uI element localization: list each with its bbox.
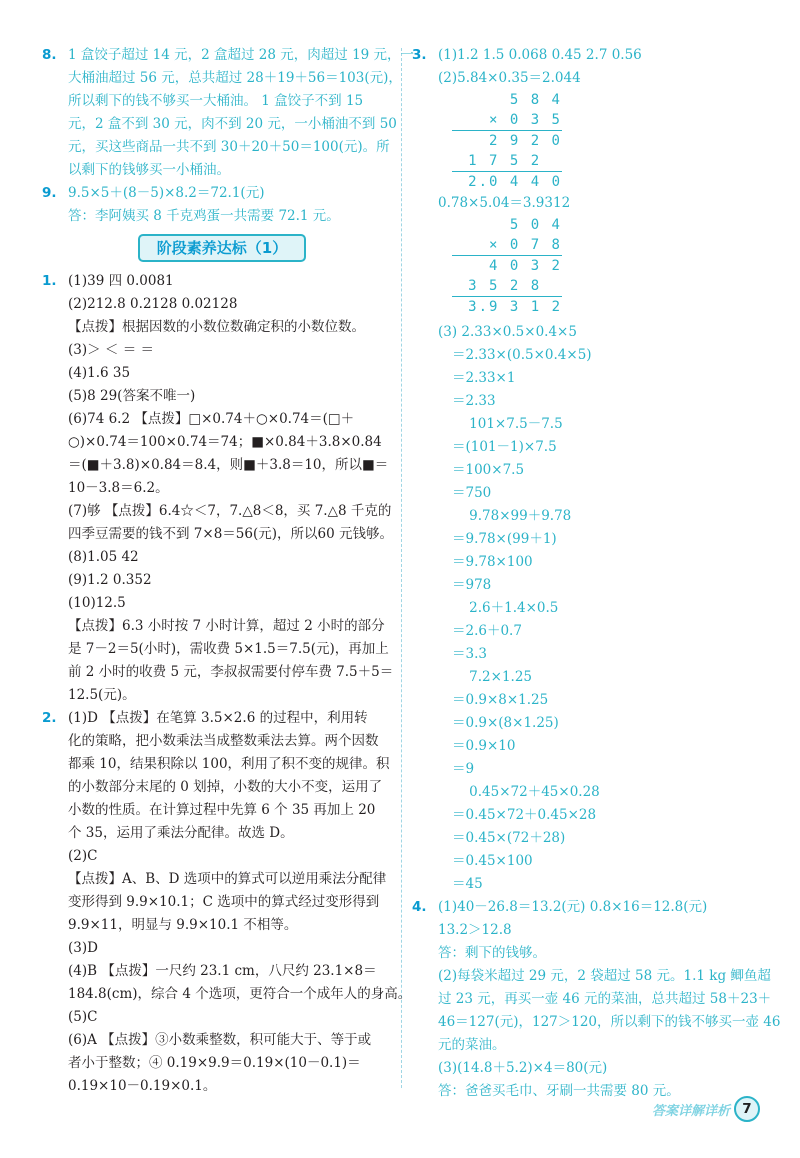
vm-row: 5 8 4 bbox=[509, 92, 562, 108]
answer-line: 答：剩下的钱够。 bbox=[438, 945, 546, 961]
answer-line: 0.78×5.04＝3.9312 bbox=[438, 195, 571, 211]
question-number: 9. bbox=[42, 185, 57, 201]
answer-line: (3)＞ ＜ ＝ ＝ bbox=[68, 342, 154, 358]
answer-line: 1 盒饺子超过 14 元，2 盒超过 28 元，肉超过 19 元，一 bbox=[68, 47, 415, 63]
answer-line: 过 23 元，再买一壶 46 元的菜油，总共超过 58＋23＋ bbox=[438, 991, 772, 1007]
answer-line: (5)C bbox=[68, 1009, 98, 1025]
calc-step: 7.2×1.25 bbox=[452, 669, 533, 685]
section-banner: 阶段素养达标（1） bbox=[138, 234, 306, 262]
answer-line: 13.2＞12.8 bbox=[438, 922, 512, 938]
question-9 bbox=[42, 182, 394, 228]
page-number: 7 bbox=[734, 1096, 760, 1122]
hint-line: 变形得到 9.9×10.1；C 选项中的算式经过变形得到 bbox=[68, 894, 380, 910]
column-divider bbox=[401, 48, 402, 1088]
section-4 bbox=[412, 896, 781, 1103]
vm-row: 1 7 5 2 bbox=[468, 153, 562, 169]
calc-step: ＝0.9×10 bbox=[452, 738, 516, 754]
calc-step: ＝0.9×8×1.25 bbox=[452, 692, 549, 708]
hint-line: 【点拨】根据因数的小数位数确定积的小数位数。 bbox=[68, 319, 365, 335]
calc-step: 9.78×99＋9.78 bbox=[452, 508, 572, 524]
page-footer bbox=[652, 1096, 760, 1122]
question-number: 8. bbox=[42, 47, 57, 63]
calc-step: ＝2.33×1 bbox=[452, 370, 516, 386]
hint-line: 都乘 10，结果积除以 100，利用了积不变的规律。积 bbox=[68, 756, 390, 772]
hint-line: 【点拨】6.3 小时按 7 小时计算，超过 2 小时的部分 bbox=[68, 618, 385, 634]
answer-line: 元，2 盒不到 30 元，肉不到 20 元，一小桶油不到 50 bbox=[68, 116, 397, 132]
answer-line: (2)5.84×0.35＝2.044 bbox=[438, 70, 581, 86]
vertical-multiplication-2 bbox=[452, 215, 562, 317]
hint-line: 【点拨】A、B、D 选项中的算式可以逆用乘法分配律 bbox=[68, 871, 387, 887]
answer-line: 答：爸爸买毛巾、牙刷一共需要 80 元。 bbox=[438, 1083, 680, 1099]
hint-line: 个 35，运用了乘法分配律。故选 D。 bbox=[68, 825, 294, 841]
vertical-multiplication-1 bbox=[452, 90, 562, 192]
answer-line: (4)1.6 35 bbox=[68, 365, 131, 381]
answer-line: 所以剩下的钱不够买一大桶油。 1 盒饺子不到 15 bbox=[68, 93, 364, 109]
question-number: 4. bbox=[412, 899, 427, 915]
calc-step: ＝978 bbox=[452, 577, 492, 593]
question-8 bbox=[42, 44, 415, 182]
answer-line: 元，买这些商品一共不到 30＋20＋50＝100(元)。所 bbox=[68, 139, 390, 155]
left-column bbox=[42, 44, 415, 1098]
answer-line: 元的菜油。 bbox=[438, 1037, 506, 1053]
answer-line: (1)40－26.8＝13.2(元) 0.8×16＝12.8(元) bbox=[438, 899, 708, 915]
answer-line: (6)74 6.2 【点拨】□×0.74＋○×0.74＝(□＋ bbox=[68, 411, 355, 427]
section-1 bbox=[42, 270, 394, 707]
answer-line: (4)B 【点拨】一尺约 23.1 cm，八尺约 23.1×8＝ bbox=[68, 963, 377, 979]
answer-line: 以剩下的钱够买一小桶油。 bbox=[68, 162, 230, 178]
answer-line: 46＝127(元)，127＞120，所以剩下的钱不够买一壶 46 bbox=[438, 1014, 781, 1030]
answer-line: 四季豆需要的钱不到 7×8＝56(元)，所以60 元钱够。 bbox=[68, 526, 393, 542]
answer-line: (10)12.5 bbox=[68, 595, 126, 611]
answer-line: 大桶油超过 56 元，总共超过 28＋19＋56＝103(元)， bbox=[68, 70, 402, 86]
calc-step: 0.45×72＋45×0.28 bbox=[452, 784, 600, 800]
calc-step: ＝(101－1)×7.5 bbox=[452, 439, 557, 455]
hint-line: 12.5(元)。 bbox=[68, 687, 136, 703]
hint-line: 184.8(cm)，综合 4 个选项，更符合一个成年人的身高。 bbox=[68, 986, 412, 1002]
calc-step: ＝9.78×(99＋1) bbox=[452, 531, 557, 547]
question-number: 1. bbox=[42, 273, 57, 289]
calc-step: ＝0.45×(72＋28) bbox=[452, 830, 566, 846]
calc-step: ＝100×7.5 bbox=[452, 462, 525, 478]
hint-line: 者小于整数；④ 0.19×9.9＝0.19×(10－0.1)＝ bbox=[68, 1055, 361, 1071]
calc-step: ＝45 bbox=[452, 876, 483, 892]
footer-label: 答案详解详析 bbox=[651, 1103, 730, 1119]
answer-line: 10－3.8＝6.2。 bbox=[68, 480, 169, 496]
hint-line: 是 7－2＝5(小时)，需收费 5×1.5＝7.5(元)，再加上 bbox=[68, 641, 389, 657]
answer-line: (7)够 【点拨】6.4☆＜7，7.△8＜8，买 7.△8 千克的 bbox=[68, 503, 392, 519]
calc-step: ＝0.45×100 bbox=[452, 853, 533, 869]
calc-step: ＝9 bbox=[452, 761, 475, 777]
calc-step: ＝2.6＋0.7 bbox=[452, 623, 522, 639]
vm-row: 2.0 4 4 0 bbox=[452, 171, 562, 192]
hint-line: 前 2 小时的收费 5 元，李叔叔需要付停车费 7.5＋5＝ bbox=[68, 664, 394, 680]
calc-step: ＝2.33 bbox=[452, 393, 496, 409]
answer-line: (2)C bbox=[68, 848, 98, 864]
answer-line: (2)每袋米超过 29 元，2 袋超过 58 元。1.1 kg 鲫鱼超 bbox=[438, 968, 771, 984]
answer-line: 9.5×5＋(8－5)×8.2＝72.1(元) bbox=[68, 185, 265, 201]
answer-line: ＝(■＋3.8)×0.84＝8.4，则■＋3.8＝10，所以■＝ bbox=[68, 457, 389, 473]
answer-line: (3)D bbox=[68, 940, 98, 956]
answer-line: (8)1.05 42 bbox=[68, 549, 139, 565]
calc-step: ＝0.45×72＋0.45×28 bbox=[452, 807, 597, 823]
calc-step: ＝3.3 bbox=[452, 646, 487, 662]
answer-line: 答：李阿姨买 8 千克鸡蛋一共需要 72.1 元。 bbox=[68, 208, 340, 224]
vm-row: 2 9 2 0 bbox=[452, 130, 562, 151]
calc-step: ＝9.78×100 bbox=[452, 554, 533, 570]
answer-line: (6)A 【点拨】③小数乘整数，积可能大于、等于或 bbox=[68, 1032, 372, 1048]
vm-row: 5 0 4 bbox=[509, 217, 562, 233]
calc-step: 101×7.5－7.5 bbox=[452, 416, 563, 432]
answer-line: ○)×0.74＝100×0.74＝74；■×0.84＋3.8×0.84 bbox=[68, 434, 382, 450]
answer-line: (3) 2.33×0.5×0.4×5 bbox=[438, 324, 577, 340]
vm-row: 3.9 3 1 2 bbox=[452, 296, 562, 317]
hint-line: 0.19×10－0.19×0.1。 bbox=[68, 1078, 217, 1094]
hint-line: 小数的性质。在计算过程中先算 6 个 35 再加上 20 bbox=[68, 802, 376, 818]
vm-row: × 0 3 5 bbox=[488, 112, 562, 128]
calc-step: ＝2.33×(0.5×0.4×5) bbox=[452, 347, 592, 363]
answer-line: (3)(14.8＋5.2)×4＝80(元) bbox=[438, 1060, 608, 1076]
vm-row: × 0 7 8 bbox=[488, 237, 562, 253]
calc-step: ＝750 bbox=[452, 485, 492, 501]
answer-line: (1)39 四 0.0081 bbox=[68, 273, 174, 289]
calc-step: 2.6＋1.4×0.5 bbox=[452, 600, 559, 616]
hint-line: 的小数部分末尾的 0 划掉，小数的大小不变，运用了 bbox=[68, 779, 383, 795]
vm-row: 4 0 3 2 bbox=[452, 255, 562, 276]
answer-line: (9)1.2 0.352 bbox=[68, 572, 152, 588]
question-number: 3. bbox=[412, 47, 427, 63]
vm-row: 3 5 2 8 bbox=[468, 278, 562, 294]
answer-line: (5)8 29(答案不唯一) bbox=[68, 388, 196, 404]
question-number: 2. bbox=[42, 710, 57, 726]
calc-step: ＝0.9×(8×1.25) bbox=[452, 715, 559, 731]
answer-line: (1)D 【点拨】在笔算 3.5×2.6 的过程中，利用转 bbox=[68, 710, 368, 726]
hint-line: 化的策略，把小数乘法当成整数乘法去算。两个因数 bbox=[68, 733, 379, 749]
answer-line: (2)212.8 0.2128 0.02128 bbox=[68, 296, 238, 312]
hint-line: 9.9×11，明显与 9.9×10.1 不相等。 bbox=[68, 917, 298, 933]
right-column bbox=[412, 44, 781, 1103]
section-3 bbox=[412, 44, 762, 896]
answer-line: (1)1.2 1.5 0.068 0.45 2.7 0.56 bbox=[438, 47, 642, 63]
section-2 bbox=[42, 707, 412, 1098]
